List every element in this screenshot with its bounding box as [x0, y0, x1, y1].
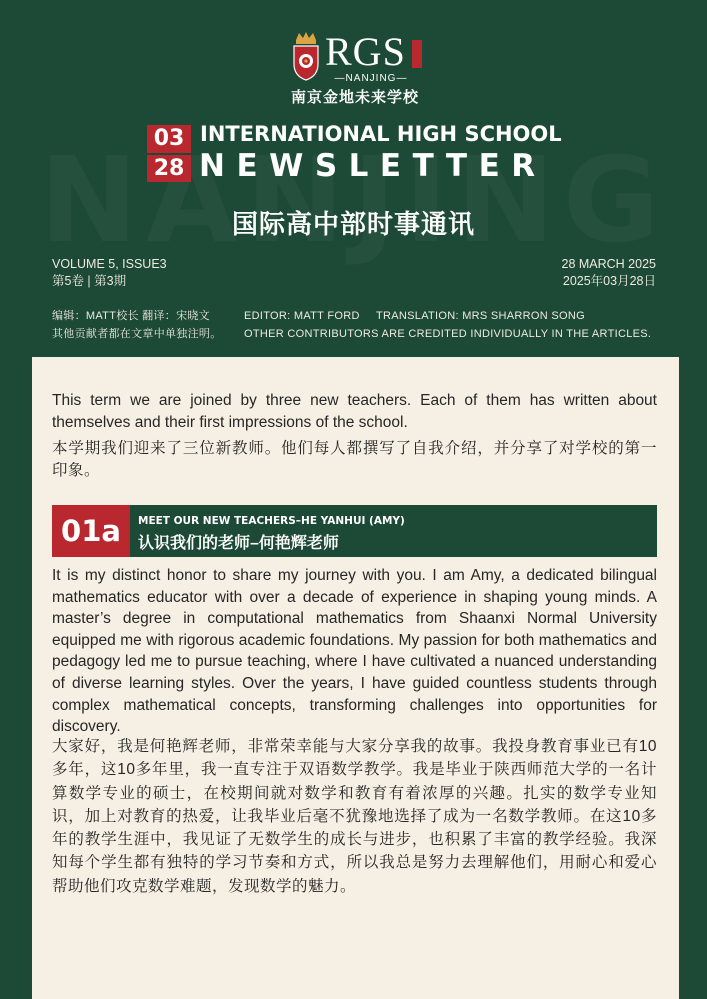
editor-credit-en: EDITOR: MATT FORD	[244, 310, 360, 322]
logo-wordmark: RGS	[325, 29, 406, 74]
logo-accent-bar	[412, 40, 422, 68]
section-number: 01a	[52, 505, 130, 557]
section-title-cn: 认识我们的老师–何艳辉老师	[138, 535, 339, 552]
section-title-en: MEET OUR NEW TEACHERS–HE YANHUI (AMY)	[138, 515, 405, 527]
issue-date-cn: 2025年03月28日	[562, 274, 656, 288]
article-paragraph-en: It is my distinct honor to share my journey with you. I am Amy, a dedicated bilingual mathematics educator with over a decade of experience in shaping young minds. A master’s degree in computational mathematics from Shaanxi Normal University equipped me with rigorous academic foundations. My passion for both mathematics and pedagogy led me to pursue teaching, where I have cultivated a nuanced understanding of diverse learning styles. Over the years, I have guided countless students through complex mathematical concepts, transforming challenges into opportunities for discovery.	[52, 567, 657, 736]
intro-paragraph-en: This term we are joined by three new teachers. Each of them has written about themselves and their first impressions of the school.	[52, 392, 657, 431]
section-header	[52, 505, 657, 557]
date-badge-day: 28	[153, 156, 185, 181]
content-panel	[32, 357, 679, 999]
translation-credit-en: TRANSLATION: MRS SHARRON SONG	[376, 310, 585, 322]
issue-date-en: 28 MARCH 2025	[561, 257, 656, 271]
intro-paragraph-cn: 本学期我们迎来了三位新教师。他们每人都撰写了自我介绍，并分享了对学校的第一印象。	[52, 440, 657, 479]
volume-cn: 第5卷 | 第3期	[52, 274, 127, 288]
editor-credit-cn: 编辑：MATT校长 翻译：宋晓文	[52, 310, 210, 322]
date-badge	[147, 125, 191, 182]
date-badge-month: 03	[153, 126, 185, 151]
volume-en: VOLUME 5, ISSUE3	[52, 257, 167, 271]
logo-school-name-cn: 南京金地未来学校	[290, 89, 419, 106]
newsletter-title-line2: NEWSLETTER	[199, 148, 547, 184]
crest-icon	[291, 30, 321, 82]
newsletter-title-cn: 国际高中部时事通讯	[231, 209, 475, 239]
contributors-note-cn: 其他贡献者都在文章中单独注明。	[52, 328, 222, 340]
article-paragraph-cn: 大家好，我是何艳辉老师，非常荣幸能与大家分享我的故事。我投身教育事业已有10多年，这10多年里，我一直专注于双语数学教学。我是毕业于陕西师范大学的一名计算数学专业的硕士，在校期间就对数学和教育有着浓厚的兴趣。扎实的数学专业知识，加上对教育的热爱，让我毕业后毫不犹豫地选择了成为一名数学教师。在这10多年的教学生涯中，我见证了无数学生的成长与进步，也积累了丰富的教学经验。我深知每个学生都有独特的学习节奏和方式，所以我总是努力去理解他们，用耐心和爱心帮助他们攻克数学难题，发现数学的魅力。	[52, 738, 657, 895]
newsletter-title-line1: INTERNATIONAL HIGH SCHOOL	[200, 122, 562, 146]
logo-city: —NANJING—	[334, 73, 408, 84]
contributors-note-en: OTHER CONTRIBUTORS ARE CREDITED INDIVIDUALLY IN THE ARTICLES.	[244, 328, 652, 340]
